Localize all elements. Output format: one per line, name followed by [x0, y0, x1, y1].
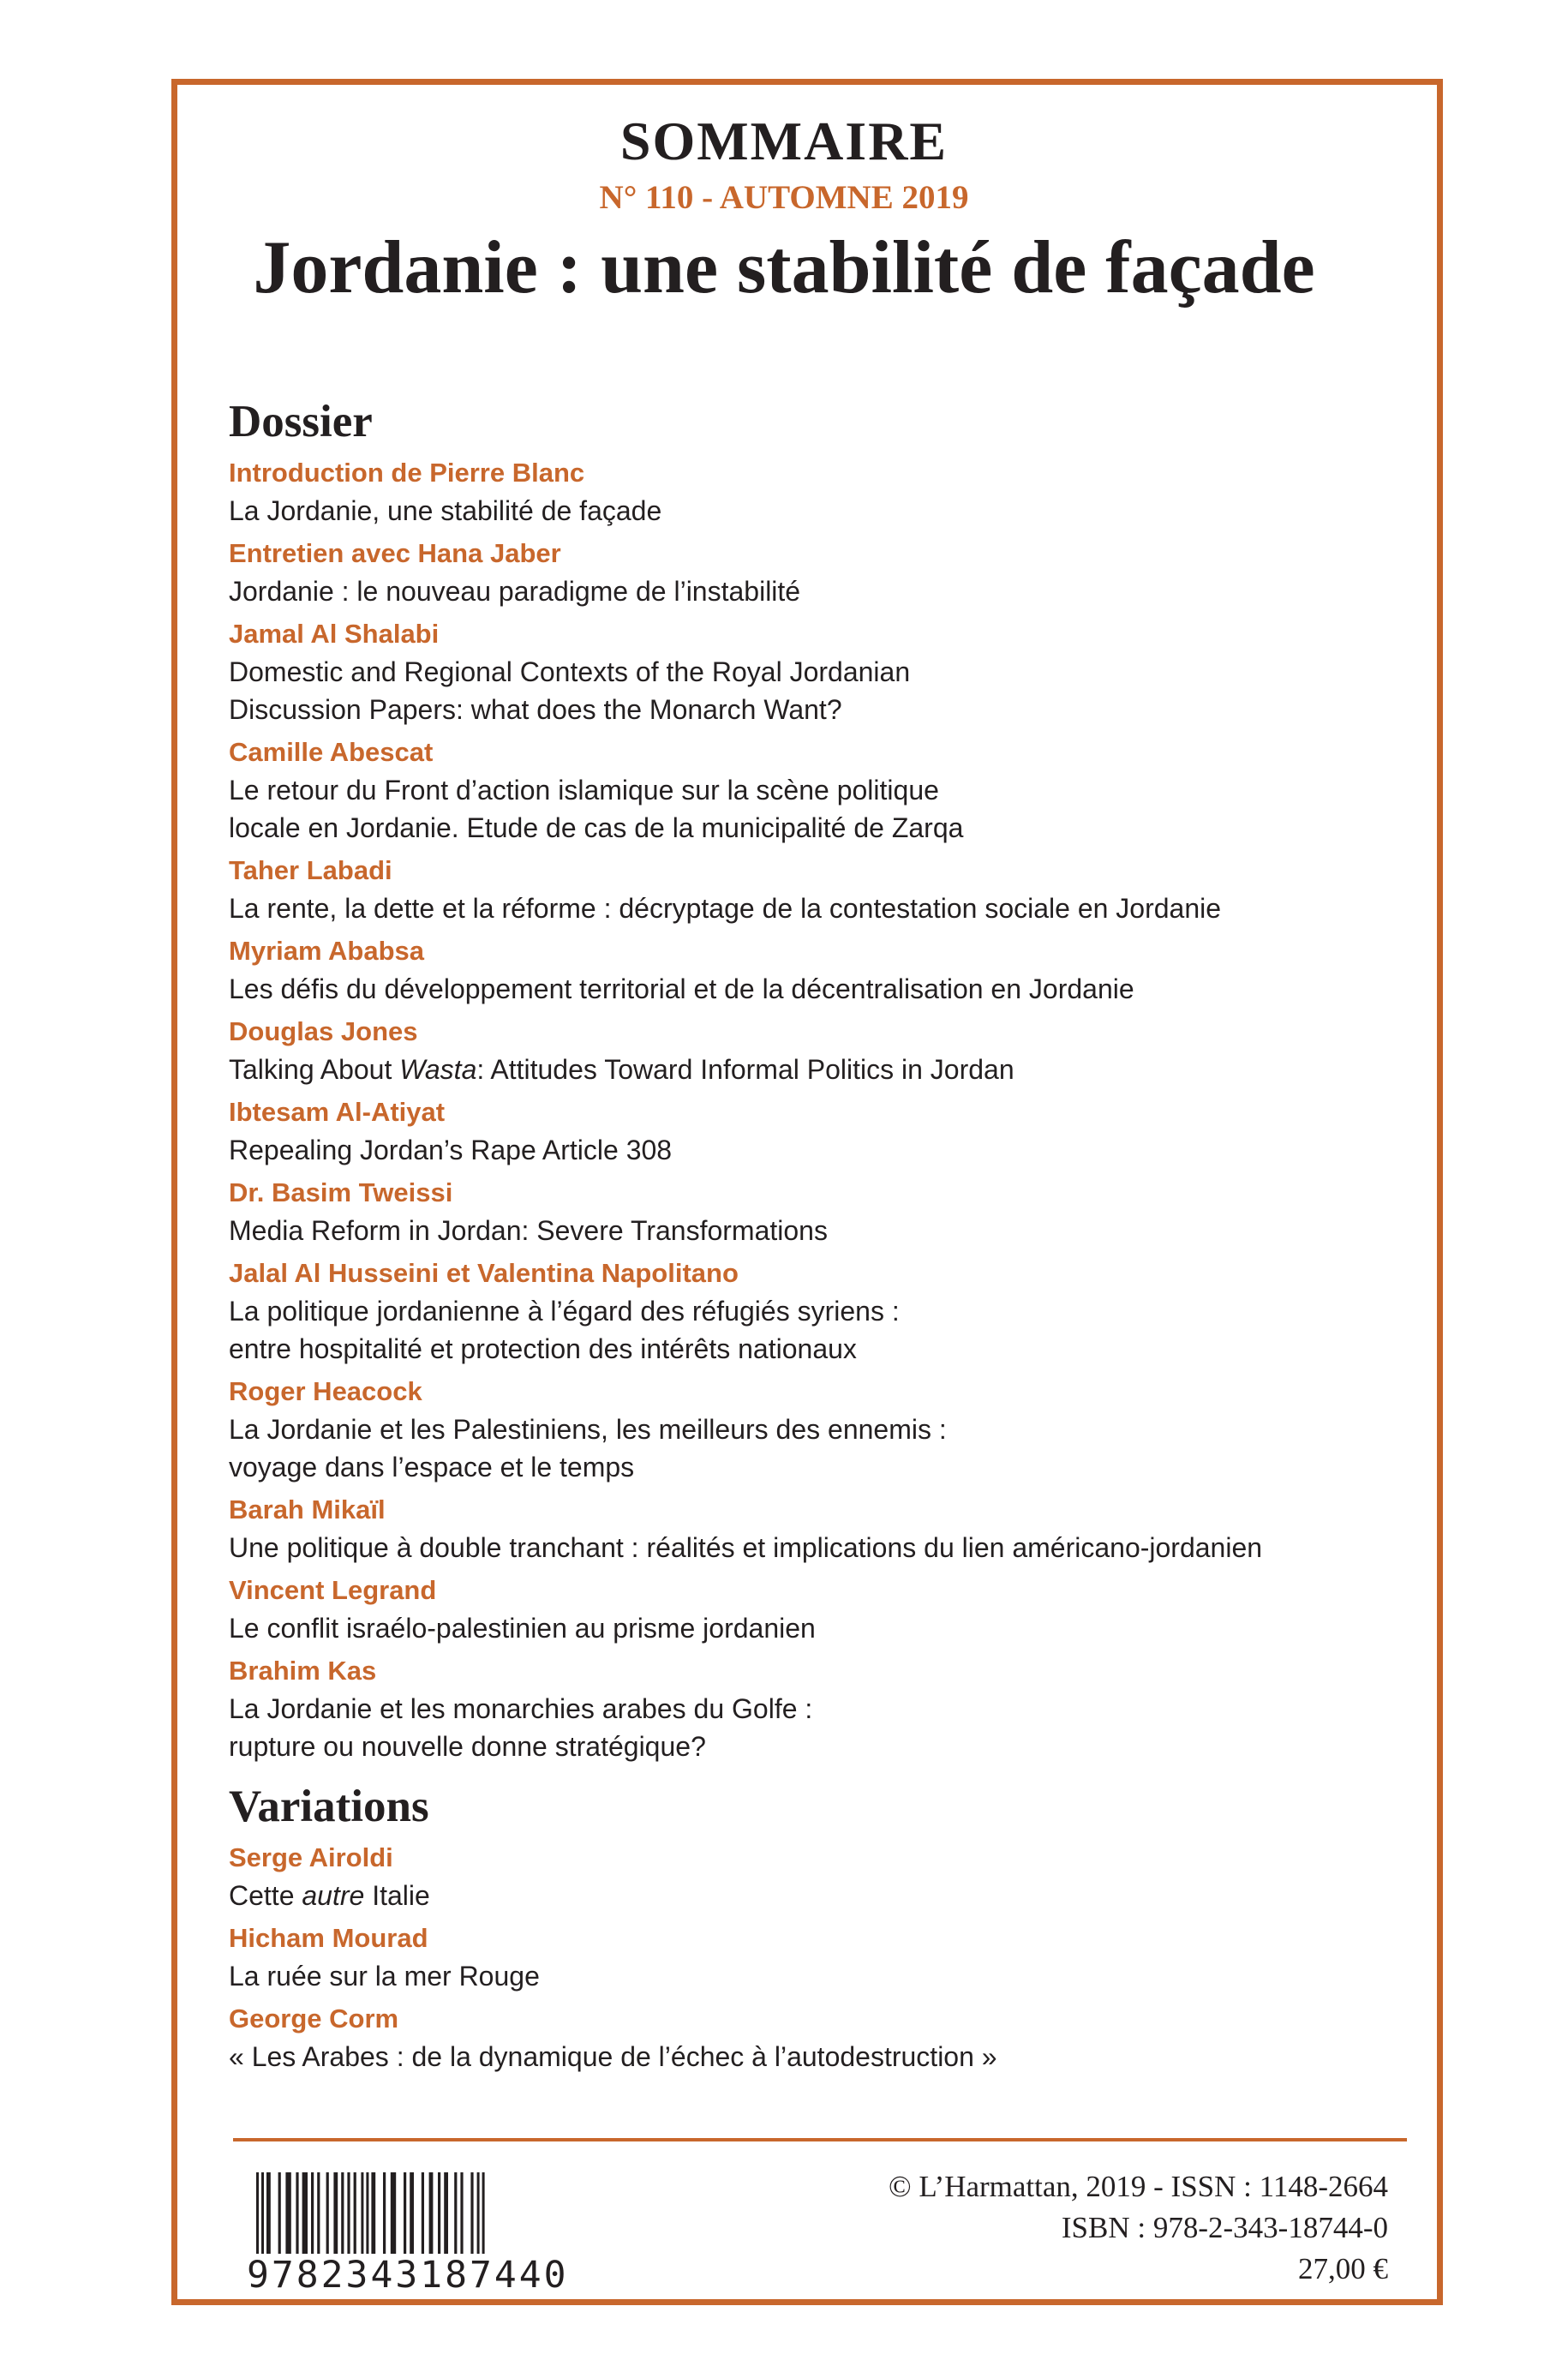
entry-title-emphasis: Wasta	[399, 1054, 477, 1085]
entry-author: Vincent Legrand	[229, 1575, 437, 1605]
entry-author: Serge Airoldi	[229, 1842, 393, 1872]
entry-title: Les défis du développement territorial et de la décentralisation en Jordanie	[229, 973, 1134, 1004]
entry-author: George Corm	[229, 2004, 399, 2034]
list-item	[229, 734, 1394, 847]
barcode-bar	[302, 2172, 308, 2258]
entry-author: Hicham Mourad	[229, 1923, 428, 1953]
entry-title: Repealing Jordan’s Rape Article 308	[229, 1135, 673, 1165]
barcode-bar	[333, 2172, 338, 2258]
list-item	[229, 1839, 1394, 1914]
list-item	[229, 1920, 1394, 1995]
barcode-bar	[470, 2172, 473, 2258]
entry-title	[229, 1051, 1394, 1088]
entry-title: La rente, la dette et la réforme : décryptage de la contestation sociale en Jordanie	[229, 893, 1222, 924]
barcode-bar	[454, 2172, 457, 2258]
entry-title-text: Cette	[229, 1880, 302, 1911]
list-item	[229, 1013, 1394, 1088]
entry-title: Media Reform in Jordan: Severe Transformations	[229, 1215, 828, 1246]
barcode-bar	[285, 2172, 290, 2258]
entry-title: Jordanie : le nouveau paradigme de l’instabilité	[229, 576, 801, 607]
publication-info	[889, 2166, 1388, 2290]
barcode-bar	[391, 2172, 396, 2258]
barcode-bar	[317, 2172, 320, 2258]
footer-divider	[233, 2138, 1407, 2141]
entry-title: La ruée sur la mer Rouge	[229, 1961, 540, 1992]
issue-number: N° 110 - AUTOMNE 2019	[599, 179, 969, 216]
dossier-list	[229, 454, 1394, 1765]
entry-title: La Jordanie et les Palestiniens, les meilleurs des ennemis : voyage dans l’espace et le temps	[229, 1414, 947, 1483]
entry-title: « Les Arabes : de la dynamique de l’échec à l’autodestruction »	[229, 2041, 997, 2072]
barcode-bar	[296, 2172, 298, 2258]
barcode-bar	[383, 2172, 386, 2258]
list-item	[229, 2000, 1394, 2076]
variations-heading: Variations	[229, 1782, 429, 1831]
entry-title	[229, 1877, 1394, 1914]
list-item	[229, 1255, 1394, 1368]
barcode-bar	[438, 2172, 440, 2258]
entry-author: Roger Heacock	[229, 1376, 422, 1406]
copyright-issn: © L’Harmattan, 2019 - ISSN : 1148-2664	[889, 2170, 1388, 2203]
list-item	[229, 454, 1394, 530]
entry-title: La Jordanie, une stabilité de façade	[229, 495, 662, 526]
list-item	[229, 932, 1394, 1008]
barcode-bar	[266, 2172, 271, 2258]
entry-author: Jamal Al Shalabi	[229, 619, 440, 649]
list-item	[229, 1572, 1394, 1647]
entry-author: Camille Abescat	[229, 737, 434, 767]
dossier-heading: Dossier	[229, 397, 373, 446]
barcode-bar	[326, 2172, 329, 2258]
entry-author: Introduction de Pierre Blanc	[229, 458, 585, 488]
isbn: ISBN : 978-2-343-18744-0	[1061, 2211, 1388, 2244]
barcode-bar	[404, 2172, 406, 2258]
list-item	[229, 1174, 1394, 1249]
page-title: Jordanie : une stabilité de façade	[253, 226, 1315, 309]
list-item	[229, 1491, 1394, 1566]
list-item	[229, 1652, 1394, 1765]
entry-title-text: Italie	[364, 1880, 430, 1911]
entry-title: Une politique à double tranchant : réalités et implications du lien américano-jordanien	[229, 1532, 1263, 1563]
barcode-bar	[371, 2172, 375, 2258]
entry-author: Barah Mikaïl	[229, 1494, 386, 1524]
entry-title-text: : Attitudes Toward Informal Politics in Jordan	[476, 1054, 1014, 1085]
list-item	[229, 1373, 1394, 1486]
table-of-contents	[229, 394, 1394, 2081]
entry-title-text: Talking About	[229, 1054, 400, 1085]
barcode-bar	[444, 2172, 448, 2258]
barcode-bar	[460, 2172, 463, 2258]
price: 27,00 €	[1298, 2252, 1388, 2285]
list-item	[229, 615, 1394, 728]
sommaire-label: SOMMAIRE	[619, 111, 949, 171]
entry-title: Le conflit israélo-palestinien au prisme jordanien	[229, 1613, 816, 1644]
entry-title-emphasis: autre	[302, 1880, 365, 1911]
entry-author: Dr. Basim Tweissi	[229, 1177, 453, 1207]
barcode-bar	[278, 2172, 281, 2258]
entry-author: Entretien avec Hana Jaber	[229, 538, 561, 568]
barcode-bar	[354, 2172, 356, 2258]
barcode-bar	[429, 2172, 434, 2258]
entry-title: La Jordanie et les monarchies arabes du Golfe : rupture ou nouvelle donne stratégique?	[229, 1693, 813, 1762]
entry-author: Taher Labadi	[229, 855, 392, 885]
entry-title: La politique jordanienne à l’égard des réfugiés syriens : entre hospitalité et protection des intérêts nationaux	[229, 1296, 900, 1364]
barcode-number: 9782343187440	[247, 2254, 589, 2297]
entry-author: Douglas Jones	[229, 1016, 418, 1046]
barcode-bar	[341, 2172, 344, 2258]
entry-author: Myriam Ababsa	[229, 936, 424, 966]
variations-list	[229, 1839, 1394, 2076]
entry-author: Ibtesam Al-Atiyat	[229, 1097, 446, 1127]
barcode-bar	[311, 2172, 314, 2258]
barcode-bar	[347, 2172, 350, 2258]
list-item	[229, 1093, 1394, 1169]
barcode-bar	[410, 2172, 414, 2258]
list-item	[229, 852, 1394, 927]
list-item	[229, 535, 1394, 610]
entry-title: Le retour du Front d’action islamique sur la scène politique locale en Jordanie. Etude de cas de la municipalité de Zarqa	[229, 775, 964, 843]
barcode-bar	[422, 2172, 424, 2258]
entry-author: Jalal Al Husseini et Valentina Napolitano	[229, 1258, 739, 1288]
entry-author: Brahim Kas	[229, 1656, 377, 1686]
entry-title: Domestic and Regional Contexts of the Royal Jordanian Discussion Papers: what does the Monarch Want?	[229, 656, 911, 725]
